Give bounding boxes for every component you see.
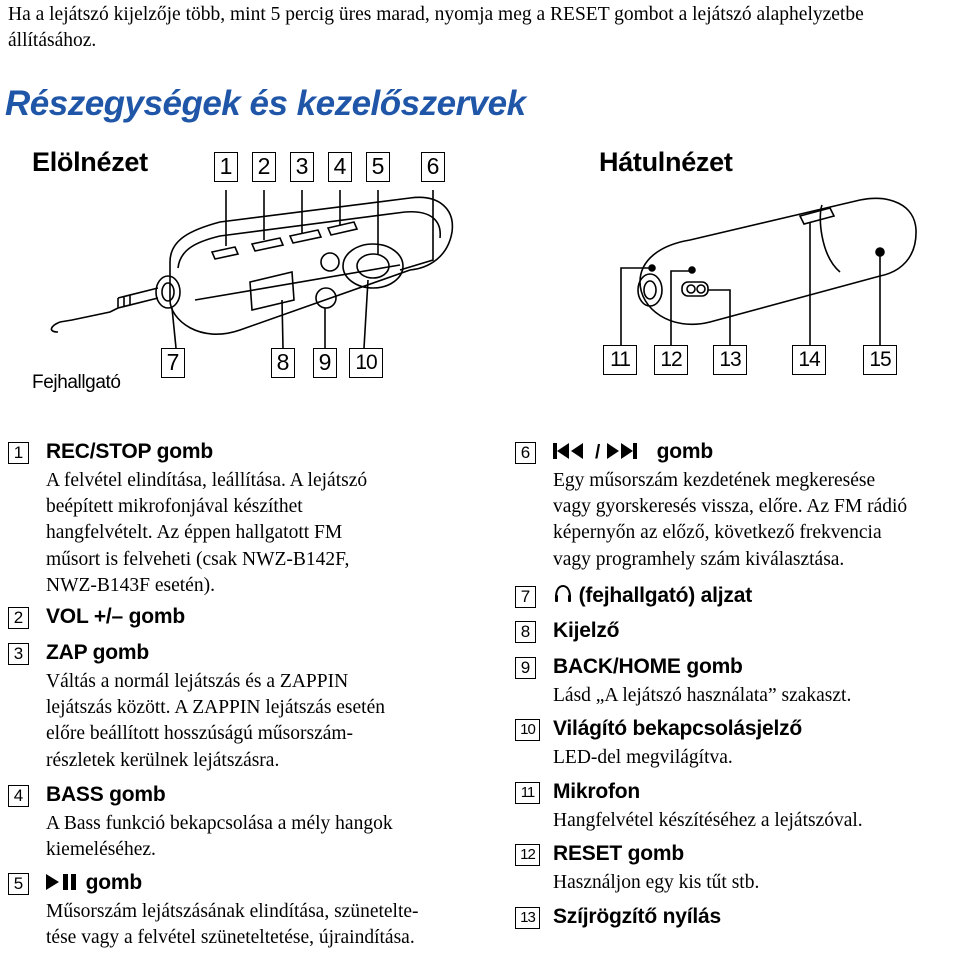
back-device-drawing [621, 198, 916, 345]
headphone-label: Fejhallgató [32, 372, 121, 393]
item-3-number: 3 [8, 643, 29, 665]
item-12-desc: Használjon egy kis tűt stb. [553, 872, 760, 893]
item-5-title: gomb [85, 871, 142, 894]
callout-front-6: 6 [421, 152, 445, 182]
callout-front-5: 5 [366, 152, 390, 182]
item-6-desc: Egy műsorszám kezdetének megkeresése vagy gyorskeresés vissza, előre. Az FM rádió képernyőn az előző, következő frekvencia vagy programhely szám kiválasztása. [553, 470, 908, 570]
item-10-title: Világító bekapcsolásjelző [553, 717, 803, 740]
callout-front-10: 10 [349, 348, 383, 378]
item-3-desc: Váltás a normál lejátszás és a ZAPPIN lejátszás között. A ZAPPIN lejátszás esetén előre beállított hosszúságú műsorszám- részletek kerülnek lejátszásra. [46, 671, 386, 771]
item-6-prev-next [515, 440, 955, 580]
item-7-headphone-jack [515, 584, 955, 614]
item-4-title: BASS gomb [46, 783, 166, 806]
item-6-number: 6 [515, 442, 536, 464]
item-1-title: REC/STOP gomb [46, 440, 213, 463]
item-11-desc: Hangfelvétel készítéséhez a lejátszóval. [553, 810, 863, 831]
item-2-vol [8, 605, 458, 635]
item-5-number: 5 [8, 873, 29, 895]
item-11-microphone [515, 780, 955, 840]
item-13-title: Szíjrögzítő nyílás [553, 905, 721, 928]
item-4-desc: A Bass funkció bekapcsolása a mély hangok kiemeléséhez. [46, 813, 393, 861]
item-8-title: Kijelző [553, 619, 620, 642]
item-5-title-row [46, 871, 142, 895]
item-7-title: (fejhallgató) aljzat [578, 584, 752, 607]
callout-front-7: 7 [161, 348, 185, 378]
item-4-number: 4 [8, 785, 29, 807]
item-5-play-pause [8, 871, 468, 951]
item-12-reset [515, 842, 955, 902]
svg-text:/: / [595, 442, 601, 460]
intro-paragraph: Ha a lejátszó kijelzője több, mint 5 percig üres marad, nyomja meg a RESET gombot a lejátszó alaphelyzetbe állításához. [8, 4, 864, 51]
item-1-desc: A felvétel elindítása, leállítása. A lejátszó beépített mikrofonjával készíthet hangfelvételt. Az éppen hallgatott FM műsort is felveheti (csak NWZ-B142F, NWZ-B143F esetén). [46, 470, 368, 596]
item-12-number: 12 [515, 844, 540, 866]
callout-front-9: 9 [313, 348, 337, 378]
callout-back-13: 13 [713, 345, 747, 375]
play-pause-icon [46, 873, 80, 891]
item-3-title: ZAP gomb [46, 641, 150, 664]
item-9-title: BACK/HOME gomb [553, 655, 743, 678]
prev-next-icon [553, 442, 651, 460]
item-12-title: RESET gomb [553, 842, 685, 865]
item-8-display [515, 619, 955, 649]
item-1-number: 1 [8, 442, 29, 464]
front-view-label: Elölnézet [32, 147, 148, 177]
callout-front-3: 3 [290, 152, 314, 182]
item-11-title: Mikrofon [553, 780, 641, 803]
section-title: Részegységek és kezelőszervek [5, 84, 526, 123]
item-9-desc: Lásd „A lejátszó használata” szakaszt. [553, 685, 852, 706]
item-8-number: 8 [515, 621, 536, 643]
item-11-number: 11 [515, 782, 540, 804]
callout-back-15: 15 [863, 345, 897, 375]
item-3-zap [8, 641, 458, 781]
callout-front-2: 2 [252, 152, 276, 182]
item-6-title-row [553, 440, 713, 464]
device-illustration [0, 190, 960, 350]
callout-front-8: 8 [271, 348, 295, 378]
item-6-title: gomb [656, 440, 713, 463]
callout-front-4: 4 [328, 152, 352, 182]
headphone-icon [553, 584, 573, 604]
back-view-label: Hátulnézet [599, 147, 733, 177]
callout-back-11: 11 [603, 345, 637, 375]
item-5-desc: Műsorszám lejátszásának elindítása, szünetelte- tése vagy a felvétel szüneteltetése, újraindítása. [46, 901, 419, 949]
front-device-drawing [51, 190, 452, 348]
item-10-number: 10 [515, 719, 540, 741]
item-10-desc: LED-del megvilágítva. [553, 747, 733, 768]
item-7-title-row [553, 584, 752, 608]
item-9-back-home [515, 655, 955, 715]
callout-front-1: 1 [214, 152, 238, 182]
item-9-number: 9 [515, 657, 536, 679]
item-2-title: VOL +/– gomb [46, 605, 185, 628]
item-13-number: 13 [515, 907, 540, 929]
callout-back-12: 12 [654, 345, 688, 375]
item-10-power-indicator [515, 717, 955, 777]
item-4-bass [8, 783, 458, 863]
callout-back-14: 14 [792, 345, 826, 375]
item-7-number: 7 [515, 586, 536, 608]
item-1-rec-stop [8, 440, 458, 610]
item-13-strap-hole [515, 905, 955, 935]
item-2-number: 2 [8, 607, 29, 629]
